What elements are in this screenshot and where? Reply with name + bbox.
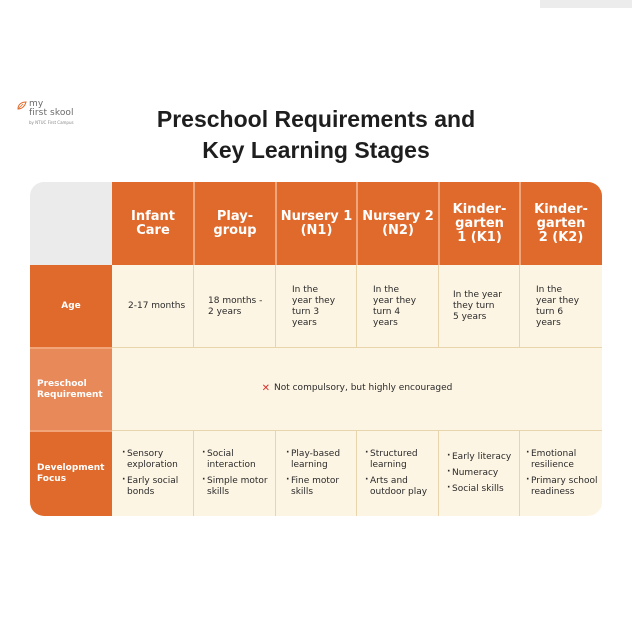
focus-infant-care — [112, 431, 194, 516]
header-separator — [438, 182, 440, 265]
list-item: · Fine motor skills — [286, 476, 347, 498]
page-title — [0, 104, 632, 166]
header-kindergarten-2: Kinder-garten 2 (K2) — [520, 182, 602, 265]
cross-icon: ✕ — [261, 382, 270, 394]
requirement-note — [112, 348, 602, 428]
list-item: · Emotional resilience — [526, 449, 600, 471]
label-separator — [30, 430, 112, 432]
age-nursery-2: In the year they turn 4 years — [373, 284, 417, 328]
grid-line — [193, 265, 194, 348]
grid-line — [356, 265, 357, 348]
age-nursery-1: In the year they turn 3 years — [292, 284, 336, 328]
age-playgroup: 18 months - 2 years — [208, 295, 263, 317]
header-separator — [519, 182, 521, 265]
list-item: · Play-based learning — [286, 449, 347, 471]
header-infant-care: Infant Care — [112, 182, 194, 265]
grid-line — [275, 265, 276, 348]
list-item: · Simple motor skills — [202, 476, 272, 498]
logo-line-2: first skool — [29, 108, 74, 118]
grid-line — [519, 265, 520, 348]
list-item: · Social skills — [447, 484, 511, 495]
learning-stages-table — [30, 182, 602, 516]
focus-kindergarten-2 — [520, 431, 602, 516]
row-label-age: Age — [30, 265, 112, 348]
row-label-preschool-requirement: Preschool Requirement — [30, 348, 112, 431]
grid-line — [112, 430, 602, 431]
list-item: · Primary school readiness — [526, 476, 600, 498]
header-playgroup: Play-group — [194, 182, 276, 265]
list-item: · Social interaction — [202, 449, 272, 471]
list-item: · Early literacy — [447, 452, 511, 463]
grid-line — [438, 431, 439, 516]
header-nursery-2: Nursery 2 (N2) — [357, 182, 439, 265]
logo-line-1: my — [29, 99, 44, 109]
header-separator — [193, 182, 195, 265]
list-item: · Numeracy — [447, 468, 511, 479]
list-item: · Structured learning — [365, 449, 435, 471]
focus-nursery-2 — [357, 431, 439, 516]
requirement-text: Not compulsory, but highly encouraged — [273, 383, 453, 393]
header-separator — [356, 182, 358, 265]
table-corner — [30, 182, 112, 265]
header-kindergarten-1: Kinder-garten 1 (K1) — [439, 182, 520, 265]
focus-kindergarten-1 — [439, 431, 520, 516]
focus-nursery-1 — [276, 431, 357, 516]
list-item: · Sensory exploration — [122, 449, 190, 471]
age-infant-care: 2-17 months — [128, 301, 186, 311]
logo-tagline: by NTUC First Campus — [29, 120, 74, 125]
title-line-2: Key Learning Stages — [202, 137, 430, 163]
age-kindergarten-2: In the year they turn 6 years — [536, 284, 580, 328]
grid-line — [275, 431, 276, 516]
list-item: · Arts and outdoor play — [365, 476, 435, 498]
header-separator — [275, 182, 277, 265]
grid-line — [112, 347, 602, 348]
grid-line — [519, 431, 520, 516]
label-separator — [30, 347, 112, 349]
focus-playgroup — [194, 431, 276, 516]
grid-line — [356, 431, 357, 516]
row-label-development-focus: Development Focus — [30, 431, 112, 516]
top-bar — [540, 0, 632, 8]
age-kindergarten-1: In the year they turn 5 years — [453, 290, 502, 322]
grid-line — [193, 431, 194, 516]
list-item: · Early social bonds — [122, 476, 190, 498]
header-nursery-1: Nursery 1 (N1) — [276, 182, 357, 265]
grid-line — [438, 265, 439, 348]
title-line-1: Preschool Requirements and — [156, 106, 476, 132]
